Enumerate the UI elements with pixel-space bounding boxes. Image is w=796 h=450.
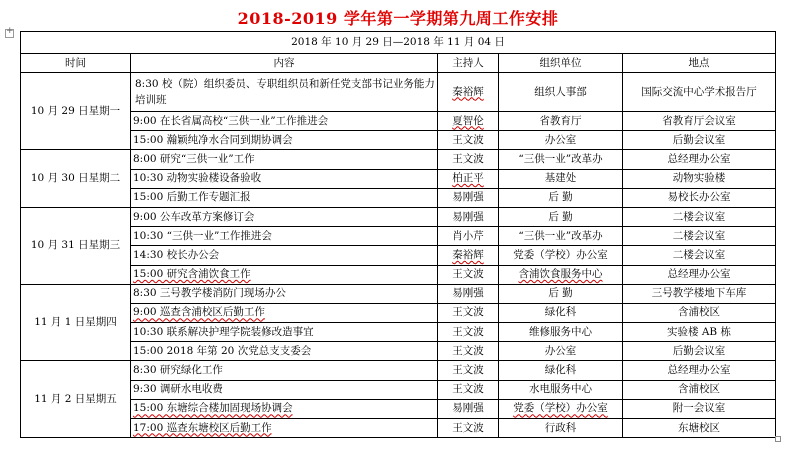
table-row bbox=[21, 284, 776, 303]
cell-text: 易刚强 bbox=[452, 210, 484, 223]
table-row bbox=[21, 227, 776, 246]
cell-text: 含浦校区 bbox=[678, 306, 720, 319]
cell-content bbox=[131, 265, 438, 284]
cell-text: 党委（学校）办公室 bbox=[513, 402, 608, 415]
cell-text: 动物实验楼 bbox=[672, 172, 726, 185]
cell-content bbox=[131, 303, 438, 322]
cell-place bbox=[623, 419, 776, 438]
cell-text: 王文波 bbox=[452, 268, 484, 281]
table-row bbox=[21, 303, 776, 322]
table-row bbox=[21, 323, 776, 342]
cell-text: 省教育厅会议室 bbox=[662, 114, 736, 127]
day-label: 10 月 30 日星期二 bbox=[21, 150, 131, 208]
cell-host bbox=[438, 150, 499, 169]
cell-text: 王文波 bbox=[452, 421, 484, 434]
day-label: 11 月 2 日星期五 bbox=[21, 361, 131, 438]
cell-content bbox=[131, 207, 438, 226]
schedule-table bbox=[20, 31, 776, 438]
cell-text: 肖小芹 bbox=[452, 229, 484, 242]
cell-host bbox=[438, 380, 499, 399]
cell-text: 办公室 bbox=[544, 344, 577, 357]
table-row bbox=[21, 112, 776, 131]
cell-text: 总经理办公室 bbox=[667, 364, 731, 377]
cell-org bbox=[499, 188, 623, 207]
cell-text: 二楼会议室 bbox=[672, 210, 726, 223]
cell-host bbox=[438, 303, 499, 322]
cell-text: 夏智伦 bbox=[452, 114, 484, 127]
cell-text: 省教育厅 bbox=[539, 114, 582, 127]
cell-text: 办公室 bbox=[544, 133, 577, 146]
cell-text: 10:30 联系解决护理学院装修改造事宜 bbox=[133, 325, 314, 338]
cell-text: 易刚强 bbox=[452, 287, 484, 300]
cell-org bbox=[499, 169, 623, 188]
cell-text: 王文波 bbox=[452, 344, 484, 357]
cell-place bbox=[623, 207, 776, 226]
cell-text: 含浦校区 bbox=[678, 383, 720, 396]
cell-place bbox=[623, 342, 776, 361]
day-label: 11 月 1 日星期四 bbox=[21, 284, 131, 361]
cell-text: 8:00 研究“三供一业”工作 bbox=[133, 152, 255, 165]
cell-text: 后 勤 bbox=[548, 191, 573, 204]
cell-text: 含浦饮食服务中心 bbox=[518, 268, 603, 281]
cell-org bbox=[499, 150, 623, 169]
cell-text: 维修服务中心 bbox=[529, 325, 592, 338]
cell-text: 附一会议室 bbox=[672, 402, 726, 415]
cell-content bbox=[131, 169, 438, 188]
cell-content bbox=[131, 73, 438, 112]
cell-text: 10:30 动物实验楼设备验收 bbox=[133, 172, 262, 185]
day-label: 10 月 29 日星期一 bbox=[21, 73, 131, 150]
schedule-body bbox=[21, 32, 776, 438]
cell-text: 8:30 三号教学楼消防门现场办公 bbox=[133, 287, 286, 300]
cell-host bbox=[438, 323, 499, 342]
cell-place bbox=[623, 284, 776, 303]
cell-place bbox=[623, 73, 776, 112]
header-place: 地点 bbox=[623, 54, 776, 73]
table-row bbox=[21, 246, 776, 265]
cell-text: “三供一业”改革办 bbox=[518, 229, 603, 242]
cell-org bbox=[499, 323, 623, 342]
header-time: 时间 bbox=[21, 54, 131, 73]
cell-host bbox=[438, 73, 499, 112]
table-row bbox=[21, 399, 776, 418]
cell-org bbox=[499, 361, 623, 380]
cell-place bbox=[623, 112, 776, 131]
cell-content bbox=[131, 284, 438, 303]
cell-text: 王文波 bbox=[452, 325, 484, 338]
cell-text: 15:00 后勤工作专题汇报 bbox=[133, 191, 251, 204]
cell-text: 9:00 公车改革方案修订会 bbox=[133, 210, 255, 223]
cell-org bbox=[499, 380, 623, 399]
date-range: 2018 年 10 月 29 日—2018 年 11 月 04 日 bbox=[21, 32, 776, 54]
cell-text: 实验楼 AB 栋 bbox=[667, 325, 731, 338]
cell-text: 基建处 bbox=[544, 172, 577, 185]
cell-text: 易刚强 bbox=[452, 402, 484, 415]
cell-host bbox=[438, 419, 499, 438]
cell-content bbox=[131, 342, 438, 361]
cell-text: 14:30 校长办公会 bbox=[133, 248, 220, 261]
cell-text: 17:00 巡查东塘校区后勤工作 bbox=[133, 421, 272, 434]
header-host: 主持人 bbox=[438, 54, 499, 73]
cell-org bbox=[499, 303, 623, 322]
cell-content bbox=[131, 188, 438, 207]
table-row bbox=[21, 265, 776, 284]
cell-text: 王文波 bbox=[452, 383, 484, 396]
cell-place bbox=[623, 227, 776, 246]
cell-content bbox=[131, 246, 438, 265]
cell-place bbox=[623, 150, 776, 169]
table-row bbox=[21, 361, 776, 380]
cell-host bbox=[438, 265, 499, 284]
cell-text: 8:30 研究绿化工作 bbox=[133, 364, 223, 377]
cell-place bbox=[623, 323, 776, 342]
cell-text: 水电服务中心 bbox=[529, 383, 592, 396]
cell-text: 后勤会议室 bbox=[672, 133, 726, 146]
cell-host bbox=[438, 361, 499, 380]
cell-org bbox=[499, 419, 623, 438]
cell-text: 8:30 校（院）组织委员、专职组织员和新任党支部书记业务能力培训班 bbox=[135, 78, 435, 106]
cell-org bbox=[499, 284, 623, 303]
cell-content bbox=[131, 112, 438, 131]
cell-text: 后勤会议室 bbox=[672, 344, 726, 357]
cell-place bbox=[623, 303, 776, 322]
cell-org bbox=[499, 265, 623, 284]
table-row bbox=[21, 342, 776, 361]
table-row bbox=[21, 419, 776, 438]
cell-org bbox=[499, 131, 623, 150]
cell-text: 二楼会议室 bbox=[672, 229, 726, 242]
cell-content bbox=[131, 380, 438, 399]
cell-host bbox=[438, 112, 499, 131]
table-row bbox=[21, 188, 776, 207]
cell-text: 三号教学楼地下车库 bbox=[651, 287, 747, 300]
cell-text: 二楼会议室 bbox=[672, 248, 726, 261]
cell-text: 15:00 2018 年第 20 次党总支支委会 bbox=[133, 344, 312, 357]
table-row bbox=[21, 131, 776, 150]
cell-host bbox=[438, 169, 499, 188]
cell-text: 9:00 巡查含浦校区后勤工作 bbox=[133, 306, 265, 319]
cell-text: 柏正平 bbox=[452, 172, 484, 185]
cell-text: 后 勤 bbox=[548, 210, 573, 223]
cell-host bbox=[438, 131, 499, 150]
table-row bbox=[21, 207, 776, 226]
cell-text: 9:00 在长省属高校“三供一业”工作推进会 bbox=[133, 114, 329, 127]
cell-host bbox=[438, 399, 499, 418]
cell-place bbox=[623, 361, 776, 380]
cell-text: “三供一业”改革办 bbox=[518, 152, 603, 165]
cell-place bbox=[623, 188, 776, 207]
cell-place bbox=[623, 380, 776, 399]
table-move-handle-icon[interactable] bbox=[5, 29, 14, 38]
cell-text: 绿化科 bbox=[544, 364, 577, 377]
cell-text: 秦裕辉 bbox=[452, 248, 484, 261]
cell-text: 行政科 bbox=[544, 421, 577, 434]
header-org: 组织单位 bbox=[499, 54, 623, 73]
cell-org bbox=[499, 112, 623, 131]
cell-host bbox=[438, 188, 499, 207]
cell-host bbox=[438, 207, 499, 226]
header-content: 内容 bbox=[131, 54, 438, 73]
cell-text: 总经理办公室 bbox=[667, 152, 731, 165]
cell-content bbox=[131, 150, 438, 169]
cell-host bbox=[438, 246, 499, 265]
cell-org bbox=[499, 246, 623, 265]
cell-content bbox=[131, 227, 438, 246]
cell-place bbox=[623, 265, 776, 284]
cell-text: 易刚强 bbox=[452, 191, 484, 204]
cell-text: 10:30 “三供一业”工作推进会 bbox=[133, 229, 272, 242]
cell-text: 王文波 bbox=[452, 133, 484, 146]
cell-org bbox=[499, 207, 623, 226]
cell-text: 国际交流中心学术报告厅 bbox=[641, 85, 757, 98]
cell-text: 15:00 研究含浦饮食工作 bbox=[133, 268, 251, 281]
table-row bbox=[21, 73, 776, 112]
table-row bbox=[21, 150, 776, 169]
cell-content bbox=[131, 323, 438, 342]
cell-place bbox=[623, 169, 776, 188]
cell-text: 组织人事部 bbox=[534, 85, 587, 98]
cell-place bbox=[623, 131, 776, 150]
date-range-row bbox=[21, 32, 776, 54]
cell-text: 绿化科 bbox=[544, 306, 577, 319]
cell-text: 王文波 bbox=[452, 152, 484, 165]
cell-host bbox=[438, 227, 499, 246]
cell-text: 9:30 调研水电收费 bbox=[133, 383, 223, 396]
cell-content bbox=[131, 131, 438, 150]
cell-text: 后 勤 bbox=[548, 287, 573, 300]
cell-text: 党委（学校）办公室 bbox=[513, 248, 608, 261]
cell-org bbox=[499, 73, 623, 112]
cell-text: 总经理办公室 bbox=[667, 268, 731, 281]
cell-text: 15:00 东塘综合楼加固现场协调会 bbox=[133, 402, 293, 415]
cell-text: 秦裕辉 bbox=[452, 85, 484, 98]
header-row bbox=[21, 54, 776, 73]
cell-content bbox=[131, 419, 438, 438]
cell-place bbox=[623, 246, 776, 265]
cell-content bbox=[131, 361, 438, 380]
cell-host bbox=[438, 284, 499, 303]
cell-text: 王文波 bbox=[452, 306, 484, 319]
cell-org bbox=[499, 342, 623, 361]
cell-text: 东塘校区 bbox=[678, 421, 720, 434]
cell-place bbox=[623, 399, 776, 418]
table-row bbox=[21, 169, 776, 188]
cell-content bbox=[131, 399, 438, 418]
page-title: 2018-2019 学年第一学期第九周工作安排 bbox=[237, 9, 559, 28]
table-row bbox=[21, 380, 776, 399]
cell-text: 王文波 bbox=[452, 364, 484, 377]
cell-text: 15:00 瀚颖纯净水合同到期协调会 bbox=[133, 133, 293, 146]
cell-host bbox=[438, 342, 499, 361]
day-label: 10 月 31 日星期三 bbox=[21, 207, 131, 284]
table-resize-handle[interactable] bbox=[775, 436, 781, 442]
cell-org bbox=[499, 399, 623, 418]
cell-text: 易校长办公室 bbox=[667, 191, 731, 204]
cell-org bbox=[499, 227, 623, 246]
